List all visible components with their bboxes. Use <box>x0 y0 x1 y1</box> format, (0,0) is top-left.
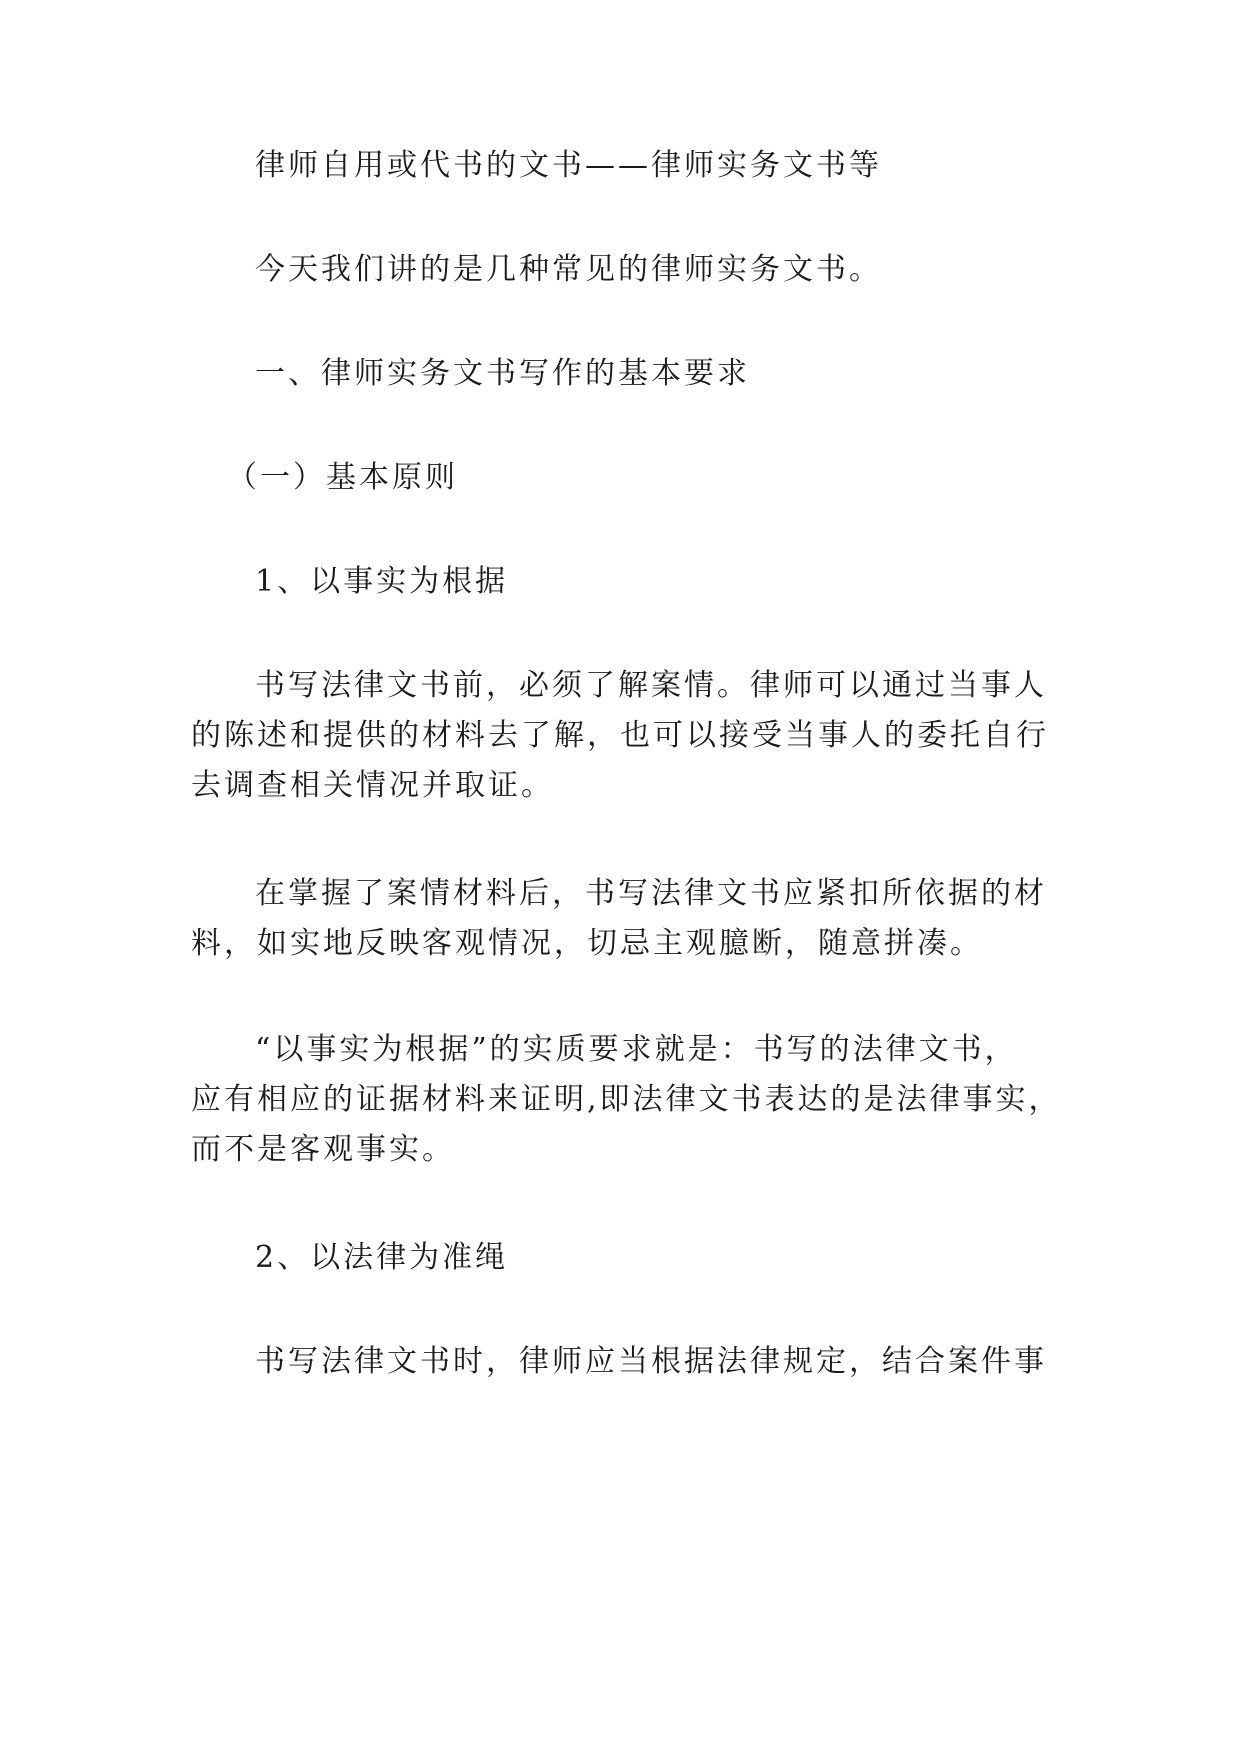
paragraph-line: 律师自用或代书的文书——律师实务文书等 <box>255 148 882 183</box>
body-paragraph <box>191 869 1071 969</box>
paragraph-line: 书写法律文书前，必须了解案情。律师可以通过当事人 <box>255 668 1047 703</box>
principle-heading-2 <box>191 1233 1071 1283</box>
paragraph-line: 一、律师实务文书写作的基本要求 <box>255 356 750 391</box>
paragraph-line: 去调查相关情况并取证。 <box>191 768 554 803</box>
body-paragraph <box>191 661 1071 811</box>
paragraph-line: 的陈述和提供的材料去了解，也可以接受当事人的委托自行 <box>191 718 1049 753</box>
body-paragraph <box>191 1337 1071 1387</box>
paragraph-line: 料，如实地反映客观情况，切忌主观臆断，随意拼凑。 <box>191 926 983 961</box>
paragraph-line: （一）基本原则 <box>227 460 458 495</box>
section-heading <box>191 349 1071 399</box>
paragraph-line: 应有相应的证据材料来证明,即法律文书表达的是法律事实， <box>191 1082 1062 1117</box>
paragraph-line: 今天我们讲的是几种常见的律师实务文书。 <box>255 252 882 287</box>
paragraph-line: 在掌握了案情材料后，书写法律文书应紧扣所依据的材 <box>255 876 1047 911</box>
paragraph-line: 2、以法律为准绳 <box>255 1240 509 1275</box>
paragraph-line: “以事实为根据”的实质要求就是：书写的法律文书， <box>255 1032 1018 1067</box>
document-heading <box>191 141 1071 191</box>
principle-heading-1 <box>191 557 1071 607</box>
paragraph-line: 书写法律文书时，律师应当根据法律规定，结合案件事 <box>255 1344 1047 1379</box>
paragraph-line: 而不是客观事实。 <box>191 1132 455 1167</box>
body-paragraph <box>191 1025 1071 1175</box>
intro-paragraph <box>191 245 1071 295</box>
paragraph-line: 1、以事实为根据 <box>255 564 509 599</box>
subsection-heading <box>191 453 1071 503</box>
